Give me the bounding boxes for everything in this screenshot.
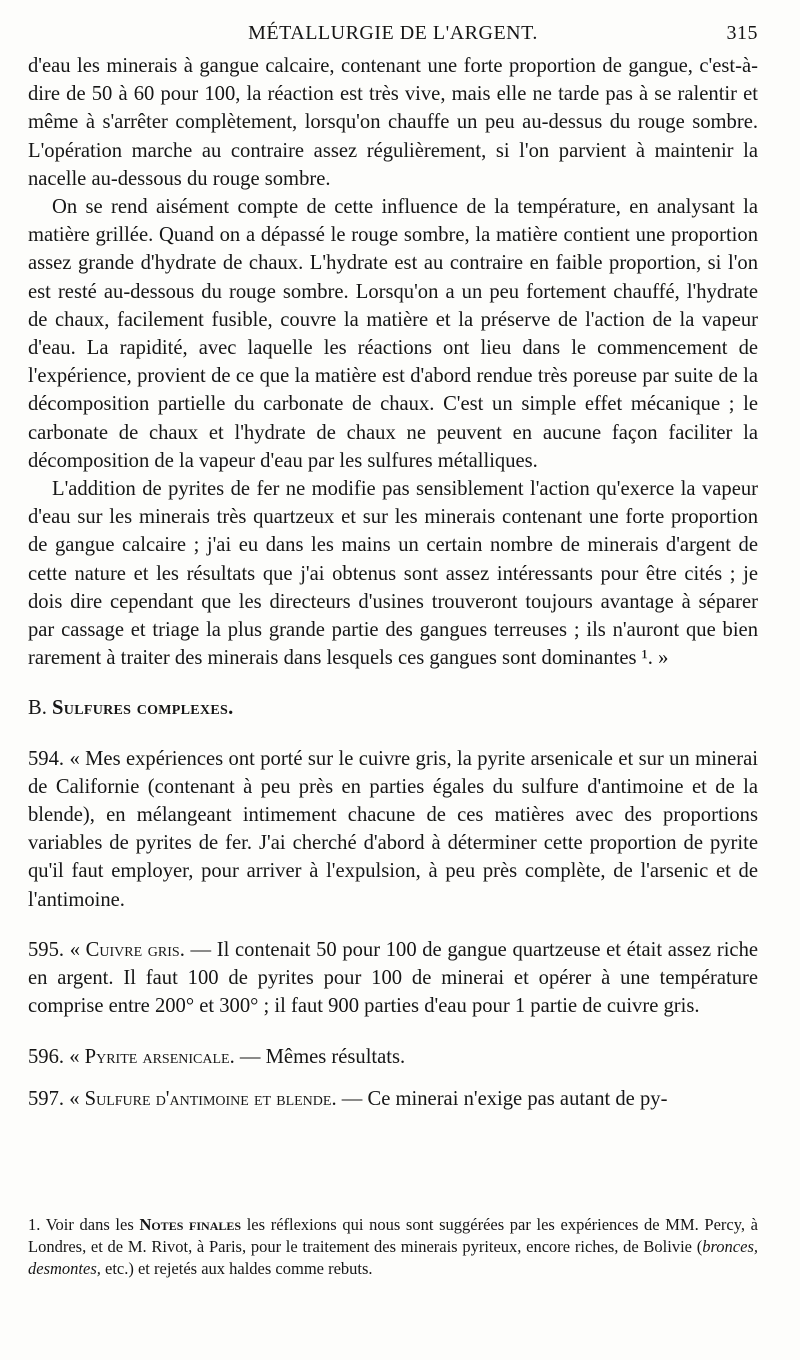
footnote-post: etc.) et rejetés aux haldes comme rebuts.	[100, 1259, 373, 1278]
item-heading: « Sulfure d'antimoine et blende.	[69, 1087, 337, 1110]
item-number: 596.	[28, 1045, 65, 1068]
footnote	[28, 1214, 758, 1280]
item-text: — Mêmes résultats.	[234, 1045, 406, 1068]
footnote-number: 1.	[28, 1215, 41, 1234]
item-594	[28, 745, 758, 914]
paragraph-1: d'eau les minerais à gangue calcaire, contenant une forte proportion de gangue, c'est-à-dire de 50 à 60 pour 100, la réaction est très vive, mais elle ne tarde pas à se ralentir et même à s'arrêter complètement, lorsqu'on chauffe un peu au-dessus du rouge sombre. L'opération marche au contraire assez régulièrement, si l'on parvient à maintenir la nacelle au-dessous du rouge sombre.	[28, 55, 758, 190]
footnote-italic: bronces, desmontes,	[28, 1237, 758, 1278]
section-title: Sulfures complexes.	[52, 697, 234, 720]
footnote-pre: Voir dans les	[45, 1215, 140, 1234]
item-number: 594.	[28, 747, 65, 770]
page-number: 315	[726, 22, 758, 44]
item-number: 597.	[28, 1087, 65, 1110]
body-text	[28, 52, 758, 1113]
item-text: « Mes expériences ont porté sur le cuivre gris, la pyrite arsenicale et sur un minerai de Californie (contenant à peu près en parties égales du sulfure d'antimoine et de la blende), en mélangeant intimement chacune de ces matières avec des proportions variables de pyrites de fer. J'ai cherché d'abord à déterminer cette proportion de pyrite qu'il faut employer, pour arriver à l'expulsion, à peu près complète, de l'arsenic et de l'antimoine.	[28, 747, 758, 911]
item-heading: « Pyrite arsenicale.	[69, 1045, 235, 1068]
item-text: — Ce minerai n'exige pas autant de py-	[336, 1087, 668, 1110]
section-heading	[28, 694, 758, 722]
item-text: — Il contenait 50 pour 100 de gangue quartzeuse et était assez riche en argent. Il faut 100 de pyrites pour 100 de minerai et opérer à une température comprise entre 200° et 300° ; il faut 900 parties d'eau pour 1 partie de cuivre gris.	[28, 938, 759, 1018]
running-title: MÉTALLURGIE DE L'ARGENT.	[248, 22, 538, 44]
item-heading: « Cuivre gris.	[69, 938, 185, 961]
paragraph-3: L'addition de pyrites de fer ne modifie pas sensiblement l'action qu'exerce la vapeur d'eau sur les minerais très quartzeux et sur les minerais contenant une forte proportion de gangue calcaire ; j'ai eu dans les mains un certain nombre de minerais d'argent de cette nature et les résultats que j'ai obtenus sont assez intéressants pour être cités ; je dois dire cependant que les directeurs d'usines trouveront toujours avantage à séparer par cassage et triage la plus grande partie des gangues terreuses ; ils n'auront que bien rarement à traiter des minerais dans lesquels ces gangues sont dominantes ¹. »	[28, 478, 758, 670]
running-header	[28, 22, 758, 52]
item-596	[28, 1043, 758, 1071]
footnote-bold: Notes finales	[139, 1215, 242, 1234]
page	[28, 22, 758, 1113]
item-595	[28, 936, 758, 1021]
item-number: 595.	[28, 938, 65, 961]
footnote-mid: les réflexions qui nous sont suggérées par les expériences de MM. Percy, à Londres, et de M. Rivot, à Paris, pour le traitement des minerais pyriteux, encore riches, de Bolivie (	[28, 1215, 759, 1256]
item-597	[28, 1085, 758, 1113]
paragraph-2: On se rend aisément compte de cette influence de la température, en analysant la matière grillée. Quand on a dépassé le rouge sombre, la matière contient une proportion assez grande d'hydrate de chaux. L'hydrate est au contraire en faible proportion, si l'on est resté au-dessous du rouge sombre. Lorsqu'on a un peu fortement chauffé, l'hydrate de chaux, facilement fusible, couvre la matière et la préserve de l'action de la vapeur d'eau. La rapidité, avec laquelle les réactions ont lieu dans le commencement de l'expérience, provient de ce que la matière est d'abord rendue très poreuse par suite de la décomposition partielle du carbonate de chaux. C'est un simple effet mécanique ; le carbonate de chaux et l'hydrate de chaux ne peuvent en aucune façon faciliter la décomposition de la vapeur d'eau par les sulfures métalliques.	[28, 196, 758, 472]
section-letter: B.	[28, 697, 47, 720]
